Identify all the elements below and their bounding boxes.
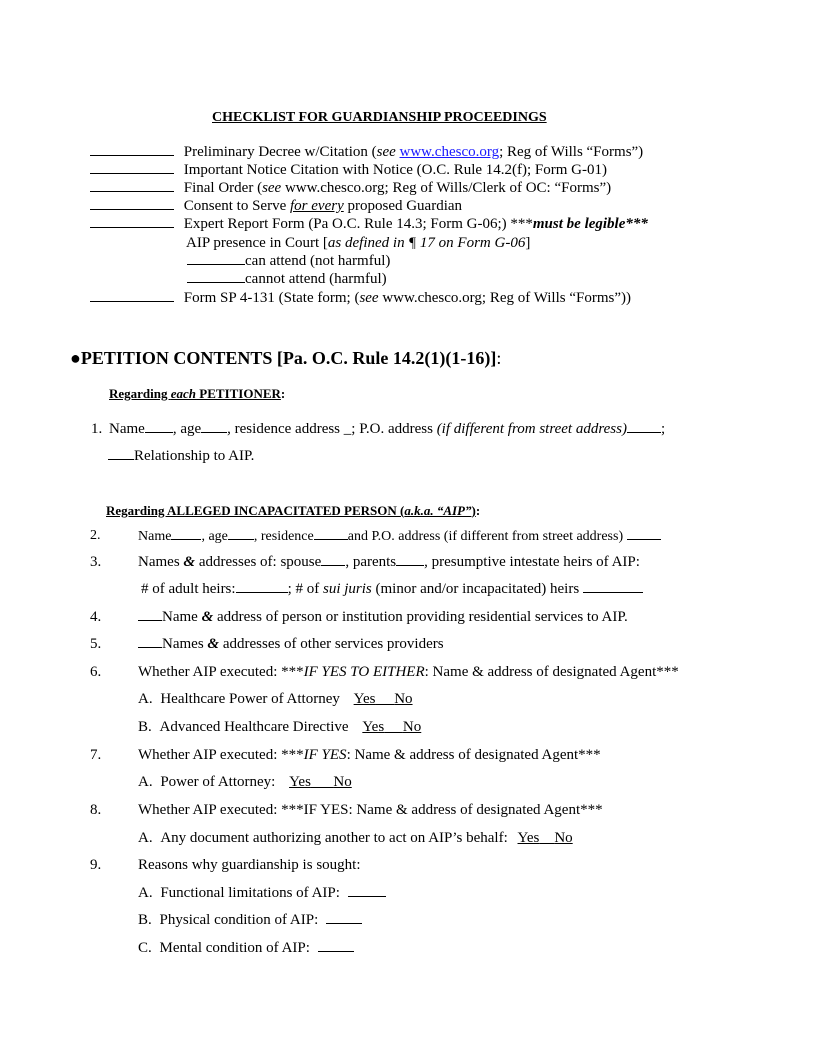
- checkbox-blank[interactable]: [90, 197, 174, 210]
- aip-item-6: 6. Whether AIP executed: ***IF YES TO EITHER: Name & address of designated Agent***: [90, 664, 679, 680]
- checklist-item-preliminary-decree: Preliminary Decree w/Citation (see www.chesco.org; Reg of Wills “Forms”): [90, 143, 643, 161]
- aip-item-6-a: A. Healthcare Power of Attorney Yes No: [138, 691, 413, 707]
- aip-item-6-b: B. Advanced Healthcare Directive Yes No: [138, 719, 422, 735]
- aip-item-3-heirs: # of adult heirs: ; # of sui juris (minor and/or incapacitated) heirs: [141, 580, 643, 598]
- age-blank[interactable]: [201, 420, 227, 433]
- aip-item-3: 3. Names & addresses of: spouse , parents , presumptive intestate heirs of AIP:: [90, 554, 640, 570]
- aip-item-8-a: A. Any document authorizing another to act on AIP’s behalf: Yes No: [138, 830, 573, 846]
- checklist-item-important-notice: Important Notice Citation with Notice (O.C. Rule 14.2(f); Form G-01): [90, 161, 607, 179]
- aip-item-8: 8. Whether AIP executed: ***IF YES: Name & address of designated Agent***: [90, 802, 603, 818]
- aip-item-7-a: A. Power of Attorney: Yes No: [138, 774, 352, 790]
- page-title: CHECKLIST FOR GUARDIANSHIP PROCEEDINGS: [212, 110, 547, 125]
- aip-item-2: 2. Name , age , residence and P.O. address (if different from street address): [90, 527, 101, 544]
- petitioner-relationship: Relationship to AIP.: [108, 447, 254, 465]
- checklist-item-can-attend: can attend (not harmful): [187, 252, 390, 270]
- aip-item-9-c: C. Mental condition of AIP:: [138, 939, 354, 957]
- po-address-blank[interactable]: [627, 420, 661, 433]
- checkbox-blank[interactable]: [90, 289, 174, 302]
- checkbox-blank[interactable]: [187, 252, 245, 265]
- parents-blank[interactable]: [396, 553, 424, 566]
- sui-juris-heirs-blank[interactable]: [583, 580, 643, 593]
- aip-item-9: 9. Reasons why guardianship is sought:: [90, 857, 361, 873]
- checkbox-blank[interactable]: [90, 215, 174, 228]
- yes-no-option[interactable]: Yes No: [289, 774, 352, 790]
- po-address-blank[interactable]: [627, 527, 661, 540]
- name-blank[interactable]: [145, 420, 173, 433]
- checkbox-blank[interactable]: [187, 270, 245, 283]
- petitioner-item-1: 1. Name , age , residence address _; P.O. address (if different from street address) ;: [91, 421, 666, 437]
- checklist-item-final-order: Final Order (see www.chesco.org; Reg of Wills/Clerk of OC: “Forms”): [90, 179, 611, 197]
- adult-heirs-blank[interactable]: [236, 580, 288, 593]
- physical-condition-blank[interactable]: [326, 911, 362, 924]
- checklist-item-aip-presence: AIP presence in Court [as defined in ¶ 17 on Form G-06]: [186, 235, 531, 251]
- aip-item-7: 7. Whether AIP executed: ***IF YES: Name & address of designated Agent***: [90, 747, 601, 763]
- relationship-blank[interactable]: [108, 447, 134, 460]
- petition-heading: ●PETITION CONTENTS [Pa. O.C. Rule 14.2(1)(1-16)]:: [70, 348, 502, 368]
- checklist-item-form-sp: Form SP 4-131 (State form; (see www.chesco.org; Reg of Wills “Forms”)): [90, 289, 631, 307]
- residence-blank[interactable]: [314, 527, 348, 540]
- checkbox-blank[interactable]: [90, 143, 174, 156]
- aip-item-4: 4. Name & address of person or institution providing residential services to AIP.: [90, 609, 628, 625]
- checkbox-blank[interactable]: [90, 179, 174, 192]
- age-blank[interactable]: [228, 527, 254, 540]
- item-4-blank[interactable]: [138, 608, 162, 621]
- yes-no-option[interactable]: Yes No: [353, 691, 413, 707]
- aip-item-9-a: A. Functional limitations of AIP:: [138, 884, 386, 902]
- aip-item-9-b: B. Physical condition of AIP:: [138, 911, 362, 929]
- yes-no-option[interactable]: Yes No: [517, 830, 573, 846]
- functional-limitations-blank[interactable]: [348, 884, 386, 897]
- aip-heading: Regarding ALLEGED INCAPACITATED PERSON (a.k.a. “AIP”):: [106, 503, 481, 518]
- checklist-item-consent: Consent to Serve for every proposed Guardian: [90, 197, 462, 215]
- checklist-item-expert-report: Expert Report Form (Pa O.C. Rule 14.3; Form G-06;) ***must be legible***: [90, 215, 648, 233]
- name-blank[interactable]: [171, 527, 201, 540]
- spouse-blank[interactable]: [321, 553, 345, 566]
- mental-condition-blank[interactable]: [318, 939, 354, 952]
- checklist-item-cannot-attend: cannot attend (harmful): [187, 270, 387, 288]
- aip-item-5: 5. Names & addresses of other services providers: [90, 636, 444, 652]
- yes-no-option[interactable]: Yes No: [362, 719, 422, 735]
- petitioner-heading: Regarding each PETITIONER:: [109, 386, 286, 401]
- chesco-link[interactable]: www.chesco.org: [399, 144, 500, 160]
- checkbox-blank[interactable]: [90, 161, 174, 174]
- item-5-blank[interactable]: [138, 635, 162, 648]
